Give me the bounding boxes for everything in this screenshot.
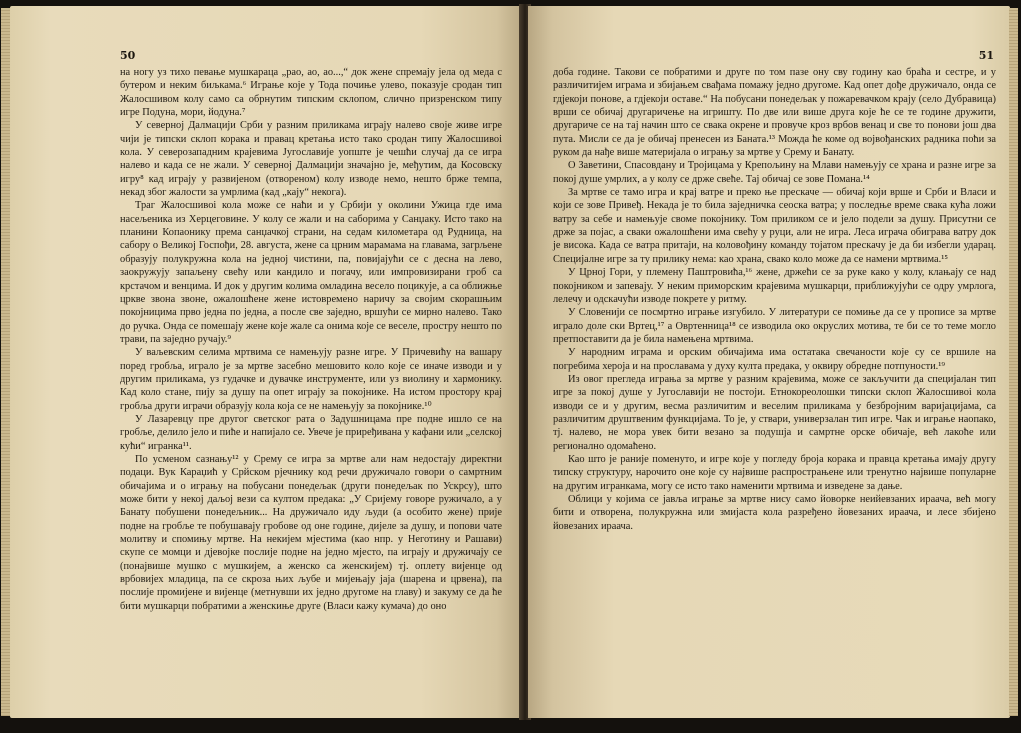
page-edges-right <box>1009 8 1018 716</box>
paragraph: У Словенији се посмртно играње изгубило. У литератури се помиње да се у прописе за мртве играло доле ски Вртец,¹⁷ а Овртенница¹⁸ се изводила око окруслих мотива, те би се то теме могло претпоставити да је била намењена мртвима. <box>553 307 996 345</box>
paragraph: доба године. Такови се побратими и друге по том пазе ону сву годину као браћа и сестре, и у различитијем играма и збијањем свађама помажу једно другоме. Кад опет дође дружичало, онда се гдјекоји понове, а гдјекоји оставе.“ На побусани понедељак у пожаревачком крају (село Дубравица) врши се обичај другаричење на игришту. По две или више друга које ће се те године дружити, другариче се на тај начин што се свака окрене и провуче кроз врбов венац и све то понови још два пута. Мисли се да је обичај пренесен из Баната.¹³ Можда ће коме од војвођанских радника поћи за руком да нађе више материјала о игрању за мртве у Срему и Банату. <box>553 67 996 159</box>
paragraph: Облици у којима се јавља играње за мртве нису само йоворке неийевзаних ираача, већ могу бити и отворена, полукружна или змијаста кола разређено йовезаних ираача, и лесе збијено йовезаних ираача. <box>553 494 996 532</box>
paragraph: У народним играма и орским обичајима има остатака свечаности које су се вршиле на погребима хероја и на прославама у духу култа предака, у оквиру обредне потпуности.¹⁹ <box>553 347 996 372</box>
paragraph: О Заветини, Спасовдану и Тројицама у Крепољину на Млави намењују се храна и разне игре за покој душе умрлих, а у колу се држе свеће. Тај обичај се зове Помана.¹⁴ <box>553 160 996 185</box>
right-page <box>528 6 1010 718</box>
paragraph: У северној Далмацији Срби у разним приликама играју налево своје живе игре чији је типски склоп корака и правац кретања исто тако сродан типу Жалосшивоi кола. У северозападним крајевима Југославије уопште је чешћи случај да се игра налево и када се не жали. У северној Далмацији значајно је, међутим, да Косовску игру⁸ кад играју у развијеном (отвореном) колу изводе немо, нешто брже темпа, некад због жалости за умрлима (кад „кају“ некога). <box>120 120 502 199</box>
paragraph: Траг Жалосшивоi кола може се наћи и у Србији у околини Ужица где има насељеника из Херцеговине. У колу се жали и на саборима у Санџаку. Исто тако на планини Копаонику према санџачкој страни, на седам километара од Рудница, на сабору о Великој Госпођи, 28. августа, жене са црним марамама на главама, загрљене образују полукружна кола на једној чистини, па, повијајући се с десна на лево, заокружују запаљену свећу или кандило и погачу, или импровизирани гроб са крстачом и венцима. И док у другим колима омладина весело поцикује, а са оближње цркве звона звоне, ожалошћене жене истовремено наричу за својим скорашњим покојницима прво једна по једна, а после све заједно, вршући се мирно налево. Тако до ручка. Онда се помешају жене које жале са онима које се веселе, простру нешто по трави, па заједно ручају.⁹ <box>120 200 502 345</box>
paragraph: У Лазаревцу пре другог светског рата о Задушницама пре подне ишло се на гробље, делило јело и пиће и напијало се. Увече је приређивана у кафани или „селској кући“ игранка¹¹. <box>120 413 502 452</box>
paragraph: У ваљевским селима мртвима се намењују разне игре. У Причевићу на вашару поред гробља, играло је за мртве засебно мешовито коло које се иначе изводи и у другим приликама, уз гудачке и дувачке инструменте, или уз виолину и хармонику. Кад коло стане, пију за душу па опет играју за покојнике. На истом простору крај гробља други играчи образују кола која се не намењују за покојнике.¹⁰ <box>120 347 502 412</box>
page-number-right: 51 <box>978 49 994 62</box>
paragraph: У Црној Гори, у племену Паштровића,¹⁶ жене, држећи се за руке како у колу, клањају се над покојником и запевају. У неким приморским крајевима мушкарци, приближујући се одру умрлога, лелечу и одскачући изводе покрете у ритму. <box>553 267 996 305</box>
paragraph: на ногу уз тихо певање мушкараца „рао, ао, ао...,“ док жене спремају јела од меда с бутером и неким биљкама.⁶ Играње које у Тода почиње улево, показује сродан тип Жалосшивом колу само са обрнутим типским склопом, слично призренском типу игре Подуна, мори, йодуна.⁷ <box>120 67 502 119</box>
left-page-text <box>120 66 502 613</box>
page-number-left: 50 <box>120 49 136 62</box>
right-page-text <box>553 66 996 533</box>
paragraph: За мртве се тамо игра и крај ватре и преко ње прескаче — обичај који врше и Срби и Власи и који се зове Привеђ. Некада је то била заједничка сеоска ватра; у последње време свака кућа ложи ватру за себе и намењује своме покојнику. Том приликом се и јело подели за душу. Присутни се држе за појас, а сваки ожалошћени има свећу у руци, али не игра. Леса играча обиграва ватру док је висока. Када се ватра притаји, на коловођину команду тојатом прескачу је да би избегли ударац. Специјалне игре за ту прилику нема: као храна, свако коло може да се намени мртвима.¹⁵ <box>553 187 996 265</box>
paragraph: Као што је раније поменуто, и игре које у погледу броја корака и правца кретања имају другу типску структуру, нарочито оне које су највише распрострањене или тренутно највише популарне на другим игранкама, могу се исто тако наменити мртвима и изведене за дање. <box>553 453 996 492</box>
paragraph: Из овог прегледа играња за мртве у разним крајевима, може се закључити да специјалан тип игре за покој душе у Југославији не постоји. Етнокореолошки типски склоп Жалосшивоi кола изводи се и у другим, весма различитим и веселим приликама у безбројним варијацијама, са различитим друштвеним функцијама. То је, у ствари, универзалан тип игре. Чак и играње наопако, тј. налево, не мора увек бити везано за подушја и самртне орске обичаје, већ лакоће или регионално одомаћено. <box>553 373 996 452</box>
paragraph: По усменом сазнању¹² у Срему се игра за мртве али нам недостају директни подаци. Вук Караџић у Срйском рјечнику код речи дружичало говори о самртним обичајима и о игрању на побусани понедељак (други понедељак по Ускрсу), што може бити у некој даљој вези са култом предака: „У Сријему говоре ружичало, а у Банату побушени понедељник... На дружичало иду људи (а особито жене) прије подне на гробље те побушавају гробове од оне године, дијеле за душу, и попови чате молитву и спомињу мртве. На некијем мјестима (као нпр. у Неготину и Рашави) скупе се момци и дјевојке послије подне на једно мјесто, па играју и дружичају се (понајвише мушко с мушкијем, а женско са женскијем) тј. оплету вијенце од врбовијех младица, па се скроза њих љубе и мијењају јаја (шарена и црвена), па послије промијене и вијенце (метнувши их једно другоме на главу) и закуму се да ће бити мушкарци побратими а женскиње друге (Власи кажу кумача) до оно <box>120 453 502 612</box>
left-page <box>10 6 522 718</box>
